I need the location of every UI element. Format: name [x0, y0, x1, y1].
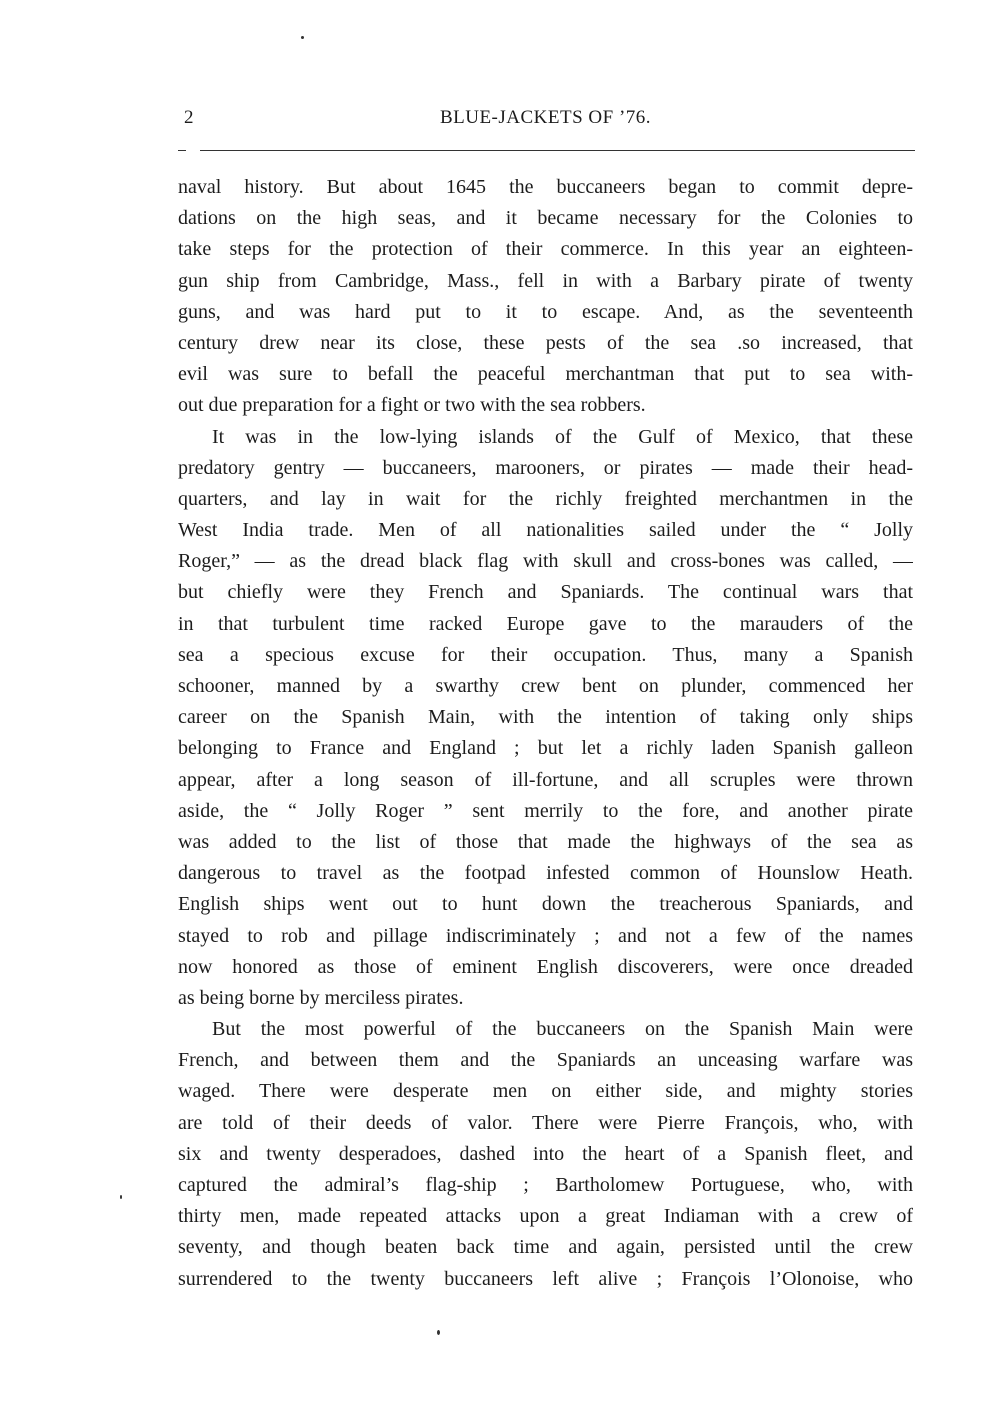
print-speck	[301, 36, 304, 39]
paragraph	[178, 422, 913, 1015]
text-line: take steps for the protection of their commerce. In this year an eighteen-	[178, 238, 913, 261]
text-line: as being borne by merciless pirates.	[178, 986, 464, 1009]
print-speck	[437, 1330, 440, 1335]
text-line: century drew near its close, these pests of the sea .so increased, that	[178, 331, 913, 354]
text-line: English ships went out to hunt down the treacherous Spaniards, and	[178, 893, 913, 916]
text-line: evil was sure to befall the peaceful merchantman that put to sea with-	[178, 363, 913, 386]
running-head	[178, 107, 913, 137]
header-rule-gap	[186, 148, 200, 153]
paragraph	[178, 1014, 913, 1295]
header-rule	[178, 150, 915, 151]
text-line: It was in the low-lying islands of the Gulf of Mexico, that these	[212, 425, 913, 448]
text-line: was added to the list of those that made the highways of the sea as	[178, 830, 913, 853]
text-line: guns, and was hard put to it to escape. And, as the seventeenth	[178, 300, 913, 323]
print-speck	[120, 1195, 122, 1199]
text-line: predatory gentry — buccaneers, marooners, or pirates — made their head-	[178, 456, 913, 479]
text-line: sea a specious excuse for their occupation. Thus, many a Spanish	[178, 643, 913, 666]
text-line: seventy, and though beaten back time and again, persisted until the crew	[178, 1236, 913, 1259]
text-line: now honored as those of eminent English discoverers, were once dreaded	[178, 955, 913, 978]
text-line: stayed to rob and pillage indiscriminately ; and not a few of the names	[178, 924, 913, 947]
text-line: aside, the “ Jolly Roger ” sent merrily to the fore, and another pirate	[178, 799, 913, 822]
text-line: dangerous to travel as the footpad infested common of Hounslow Heath.	[178, 862, 913, 885]
text-line: belonging to France and England ; but let a richly laden Spanish galleon	[178, 737, 913, 760]
text-line: Roger,” — as the dread black flag with skull and cross-bones was called, —	[178, 550, 913, 573]
text-line: in that turbulent time racked Europe gave to the marauders of the	[178, 612, 913, 635]
text-line: naval history. But about 1645 the buccaneers began to commit depre-	[178, 176, 913, 198]
text-line: waged. There were desperate men on either side, and mighty stories	[178, 1080, 913, 1103]
text-line: captured the admiral’s flag-ship ; Bartholomew Portuguese, who, with	[178, 1174, 913, 1196]
text-line: out due preparation for a fight or two with the sea robbers.	[178, 394, 646, 417]
paragraph	[178, 172, 913, 422]
text-line: gun ship from Cambridge, Mass., fell in with a Barbary pirate of twenty	[178, 269, 913, 292]
text-line: appear, after a long season of ill-fortune, and all scruples were thrown	[178, 768, 913, 791]
body-text	[178, 172, 913, 1295]
text-line: surrendered to the twenty buccaneers left alive ; François l’Olonoise, who	[178, 1267, 913, 1290]
text-line: six and twenty desperadoes, dashed into the heart of a Spanish fleet, and	[178, 1142, 913, 1165]
text-line: thirty men, made repeated attacks upon a great Indiaman with a crew of	[178, 1205, 913, 1228]
text-line: But the most powerful of the buccaneers on the Spanish Main were	[212, 1018, 913, 1041]
text-line: are told of their deeds of valor. There were Pierre François, who, with	[178, 1111, 913, 1134]
book-title: BLUE-JACKETS OF ’76.	[439, 107, 652, 128]
text-line: quarters, and lay in wait for the richly freighted merchantmen in the	[178, 487, 913, 510]
text-line: French, and between them and the Spaniards an unceasing warfare was	[178, 1049, 913, 1072]
text-line: dations on the high seas, and it became necessary for the Colonies to	[178, 207, 913, 230]
text-line: career on the Spanish Main, with the intention of taking only ships	[178, 706, 913, 729]
text-line: schooner, manned by a swarthy crew bent on plunder, commenced her	[178, 675, 913, 697]
text-line: West India trade. Men of all nationalities sailed under the “ Jolly	[178, 519, 913, 542]
page-number: 2	[184, 107, 194, 128]
text-line: but chiefly were they French and Spaniards. The continual wars that	[178, 581, 913, 604]
